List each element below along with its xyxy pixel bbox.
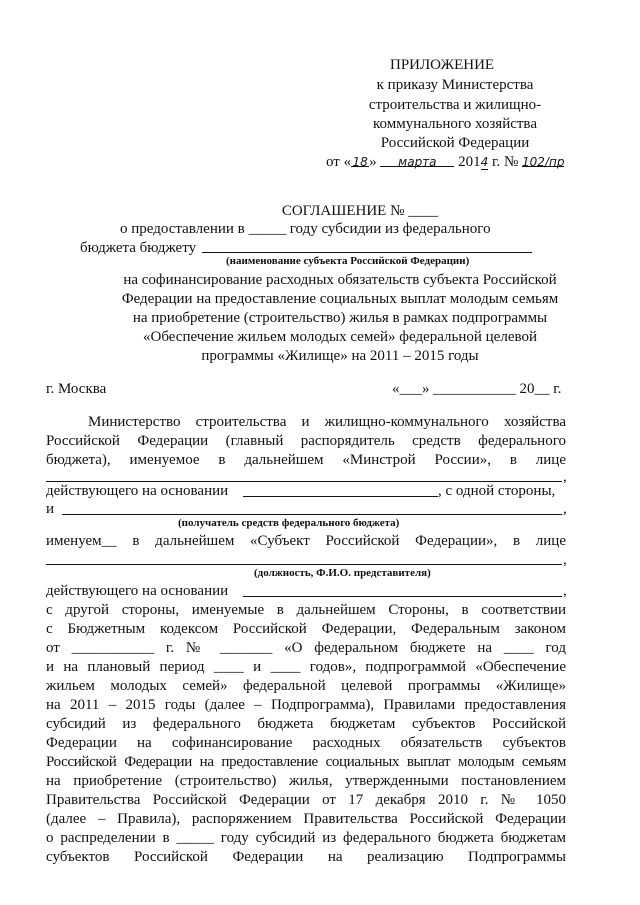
appendix-line-4: Российской Федерации <box>380 135 530 151</box>
body-line-7: субсидий из федерального бюджета бюджетам субъектов Российской <box>46 716 566 732</box>
body-line-12: (далее – Правила), распоряжением Правительства Российской Федерации <box>46 811 566 827</box>
body-line-8: Федерации на софинансирование расходных обязательств субъектов <box>46 735 566 751</box>
purpose-line-5: программы «Жилище» на 2011 – 2015 годы <box>201 348 479 364</box>
body-line-1: с другой стороны, именуемые в дальнейшем Стороны, в соответствии <box>46 602 566 618</box>
recipient-hint: (получатель средств федерального бюджета) <box>178 517 400 529</box>
comma-2: , <box>563 501 567 517</box>
position-blank <box>46 564 562 565</box>
body-line-6: на 2011 – 2015 годы (далее – Подпрограмма), Правилами предоставления <box>46 697 566 713</box>
purpose-line-4: «Обеспечение жильем молодых семей» федеральной целевой <box>142 329 537 345</box>
appendix-title: ПРИЛОЖЕНИЕ <box>390 57 495 73</box>
body-line-14: субъектов Российской Федерации на реализацию Подпрограммы <box>46 849 566 865</box>
acting-basis-label-2: действующего на основании <box>46 583 229 599</box>
purpose-line-2: Федерации на предоставление социальных выплат молодым семьям <box>121 291 559 307</box>
appendix-date-line <box>326 153 564 172</box>
date-month-handwritten: марта <box>398 155 437 169</box>
date-number-field <box>522 153 564 167</box>
acting-basis-blank <box>243 496 438 497</box>
one-side: , с одной стороны, <box>438 483 556 499</box>
body-line-3: от ___________ г. № _______ «О федеральном бюджете на ____ год <box>46 640 566 656</box>
body-line-10: на приобретение (строительство) жилья, утвержденными постановлением <box>46 773 566 789</box>
named-line: именуем__ в дальнейшем «Субъект Российской Федерации», в лице <box>46 533 566 549</box>
date-number-handwritten: 102/пр <box>522 155 565 169</box>
agreement-title: СОГЛАШЕНИЕ № ____ <box>281 203 439 219</box>
agreement-line-2-label: бюджета бюджету <box>80 240 197 256</box>
date-year-prefix: 201 <box>458 154 481 170</box>
appendix-line-2: строительства и жилищно- <box>368 97 542 113</box>
body-p1-line-3: бюджета), именуемое в дальнейшем «Минстрой России», в лице <box>46 452 566 468</box>
body-line-2: с Бюджетным кодексом Российской Федерации, Федеральным законом <box>46 621 566 637</box>
body-line-13: о распределении в _____ году субсидий из федерального бюджета бюджетам <box>46 830 566 846</box>
subject-name-blank <box>202 252 532 253</box>
city: г. Москва <box>46 381 107 397</box>
date-day-field <box>351 153 369 167</box>
body-p1-line-1: Министерство строительства и жилищно-коммунального хозяйства <box>88 414 566 430</box>
comma-4: , <box>563 583 567 599</box>
appendix-line-3: коммунального хозяйства <box>373 116 537 132</box>
date-mid: » <box>369 154 377 170</box>
appendix-line-1: к приказу Министерства <box>376 77 534 93</box>
acting-basis-label: действующего на основании <box>46 483 229 499</box>
body-line-5: жильем молодых семей» федеральной целевой программы «Жилище» <box>46 678 566 694</box>
acting-basis-blank-2 <box>243 596 562 597</box>
body-line-9: Российской Федерации на предоставление социальных выплат молодым семьям <box>46 754 566 770</box>
comma-3: , <box>563 552 567 568</box>
purpose-line-1: на софинансирование расходных обязательств субъекта Российской <box>123 272 557 288</box>
date-prefix: от « <box>326 154 352 170</box>
recipient-blank <box>62 514 562 515</box>
body-line-4: и на плановый период ____ и ____ годов», подпрограммой «Обеспечение <box>46 659 566 675</box>
date-year-digit: 4 <box>480 155 489 169</box>
agreement-line-1: о предоставлении в _____ году субсидии из федерального <box>120 221 491 237</box>
date-year-suffix: г. № <box>492 154 519 170</box>
date-month-field <box>380 153 454 167</box>
body-line-11: Правительства Российской Федерации от 17 декабря 2010 г. № 1050 <box>46 792 566 808</box>
agreement-date: «___» ___________ 20__ г. <box>392 381 562 397</box>
and-word: и <box>46 501 55 517</box>
comma-1: , <box>563 469 567 485</box>
position-hint: (должность, Ф.И.О. представителя) <box>254 567 431 579</box>
body-p1-line-2: Российской Федерации (главный распорядитель средств федерального <box>46 433 566 449</box>
subject-name-hint: (наименование субъекта Российской Федерации) <box>226 255 470 267</box>
purpose-line-3: на приобретение (строительство) жилья в рамках подпрограммы <box>132 310 548 326</box>
date-day-handwritten: 18 <box>352 155 368 169</box>
